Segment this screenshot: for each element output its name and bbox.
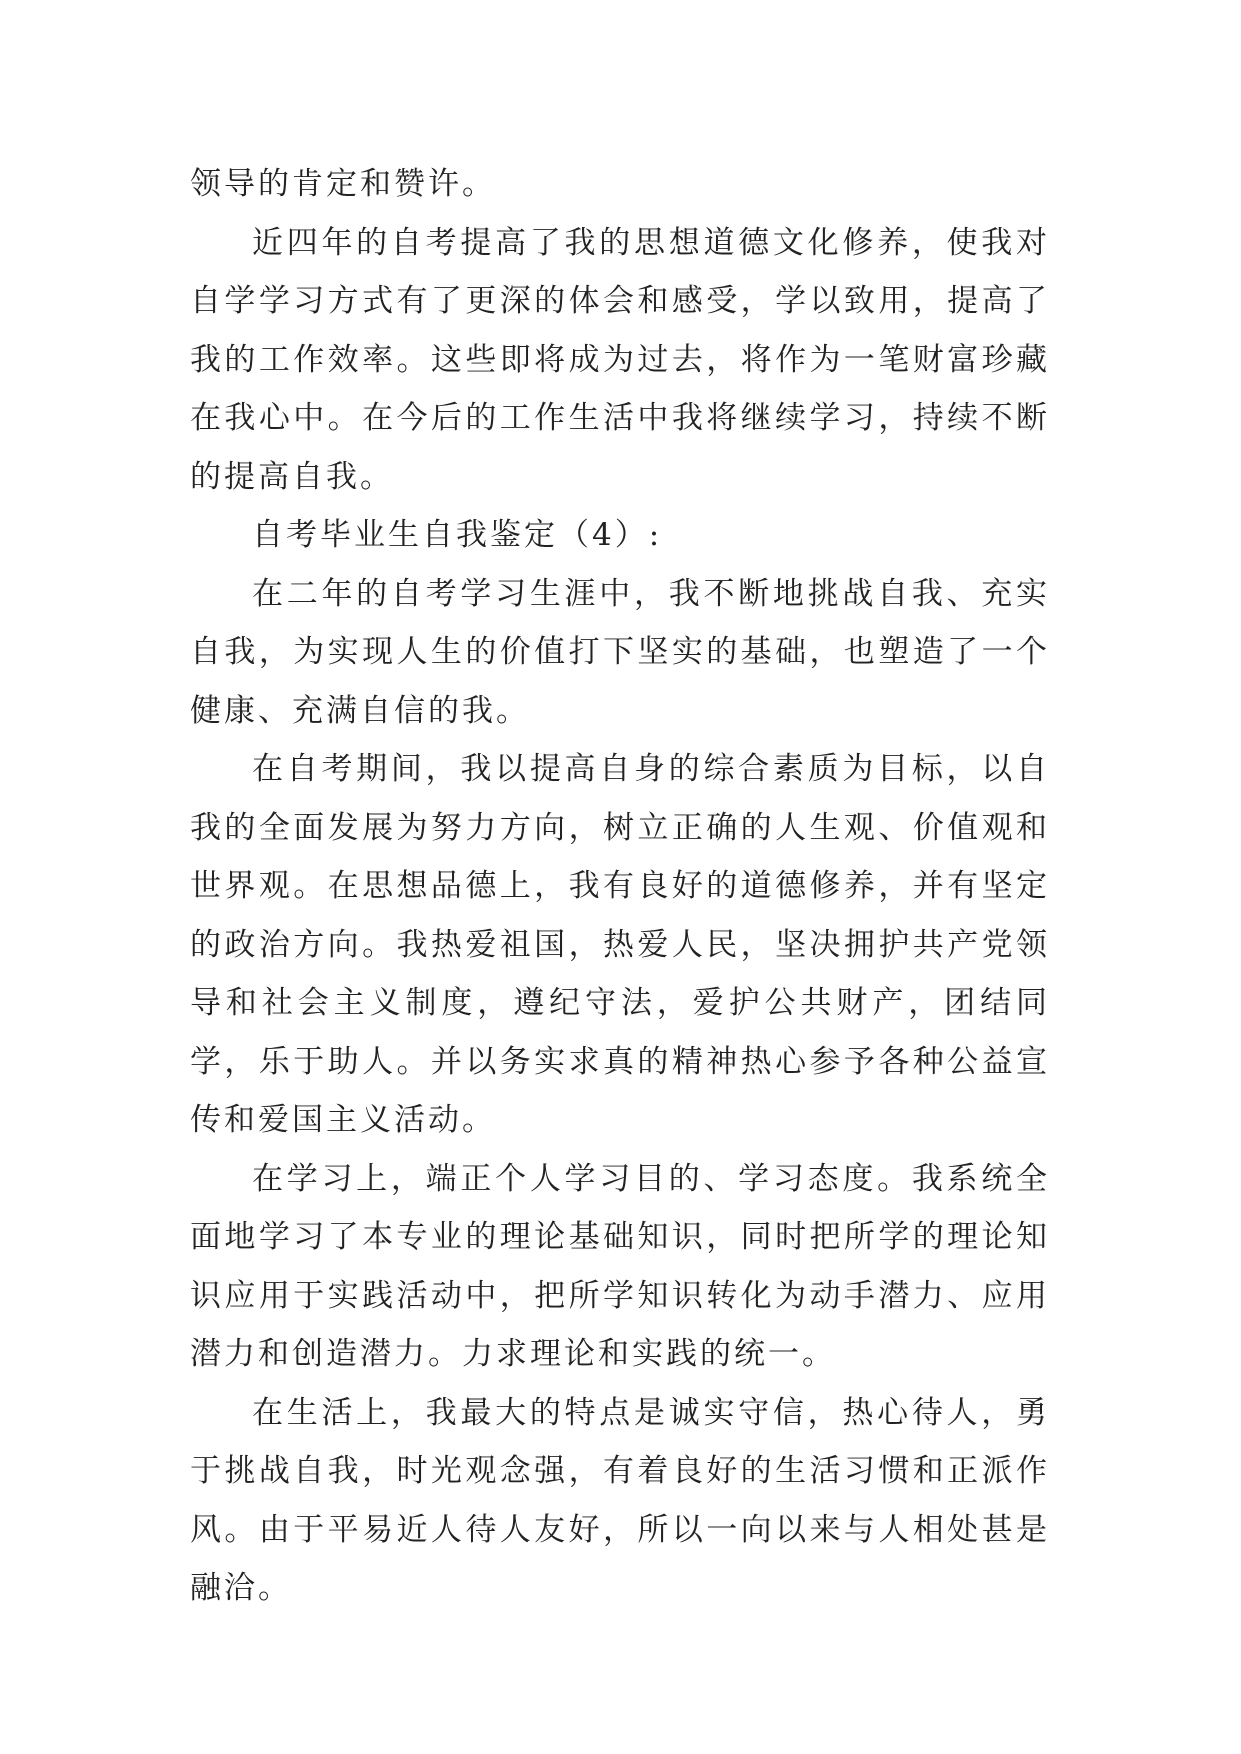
paragraph-3: 在二年的自考学习生涯中，我不断地挑战自我、充实自我，为实现人生的价值打下坚实的基础，也塑造了一个健康、充满自信的我。 (190, 575, 1050, 729)
document-body (190, 155, 1050, 1618)
paragraph-5: 在学习上，端正个人学习目的、学习态度。我系统全面地学习了本专业的理论基础知识，同时把所学的理论知识应用于实践活动中，把所学知识转化为动手潜力、应用潜力和创造潜力。力求理论和实践的统一。 (190, 1160, 1050, 1372)
paragraph-2: 近四年的自考提高了我的思想道德文化修养，使我对自学学习方式有了更深的体会和感受，学以致用，提高了我的工作效率。这些即将成为过去，将作为一笔财富珍藏在我心中。在今后的工作生活中我将继续学习，持续不断的提高自我。 (190, 224, 1050, 495)
paragraph-1: 领导的肯定和赞许。 (190, 166, 496, 202)
section-heading: 自考毕业生自我鉴定（4）: (252, 517, 663, 553)
paragraph-4: 在自考期间，我以提高自身的综合素质为目标，以自我的全面发展为努力方向，树立正确的人生观、价值观和世界观。在思想品德上，我有良好的道德修养，并有坚定的政治方向。我热爱祖国，热爱人民，坚决拥护共产党领导和社会主义制度，遵纪守法，爱护公共财产，团结同学，乐于助人。并以务实求真的精神热心参予各种公益宣传和爱国主义活动。 (190, 751, 1050, 1138)
paragraph-6: 在生活上，我最大的特点是诚实守信，热心待人，勇于挑战自我，时光观念强，有着良好的生活习惯和正派作风。由于平易近人待人友好，所以一向以来与人相处甚是融洽。 (190, 1394, 1050, 1606)
